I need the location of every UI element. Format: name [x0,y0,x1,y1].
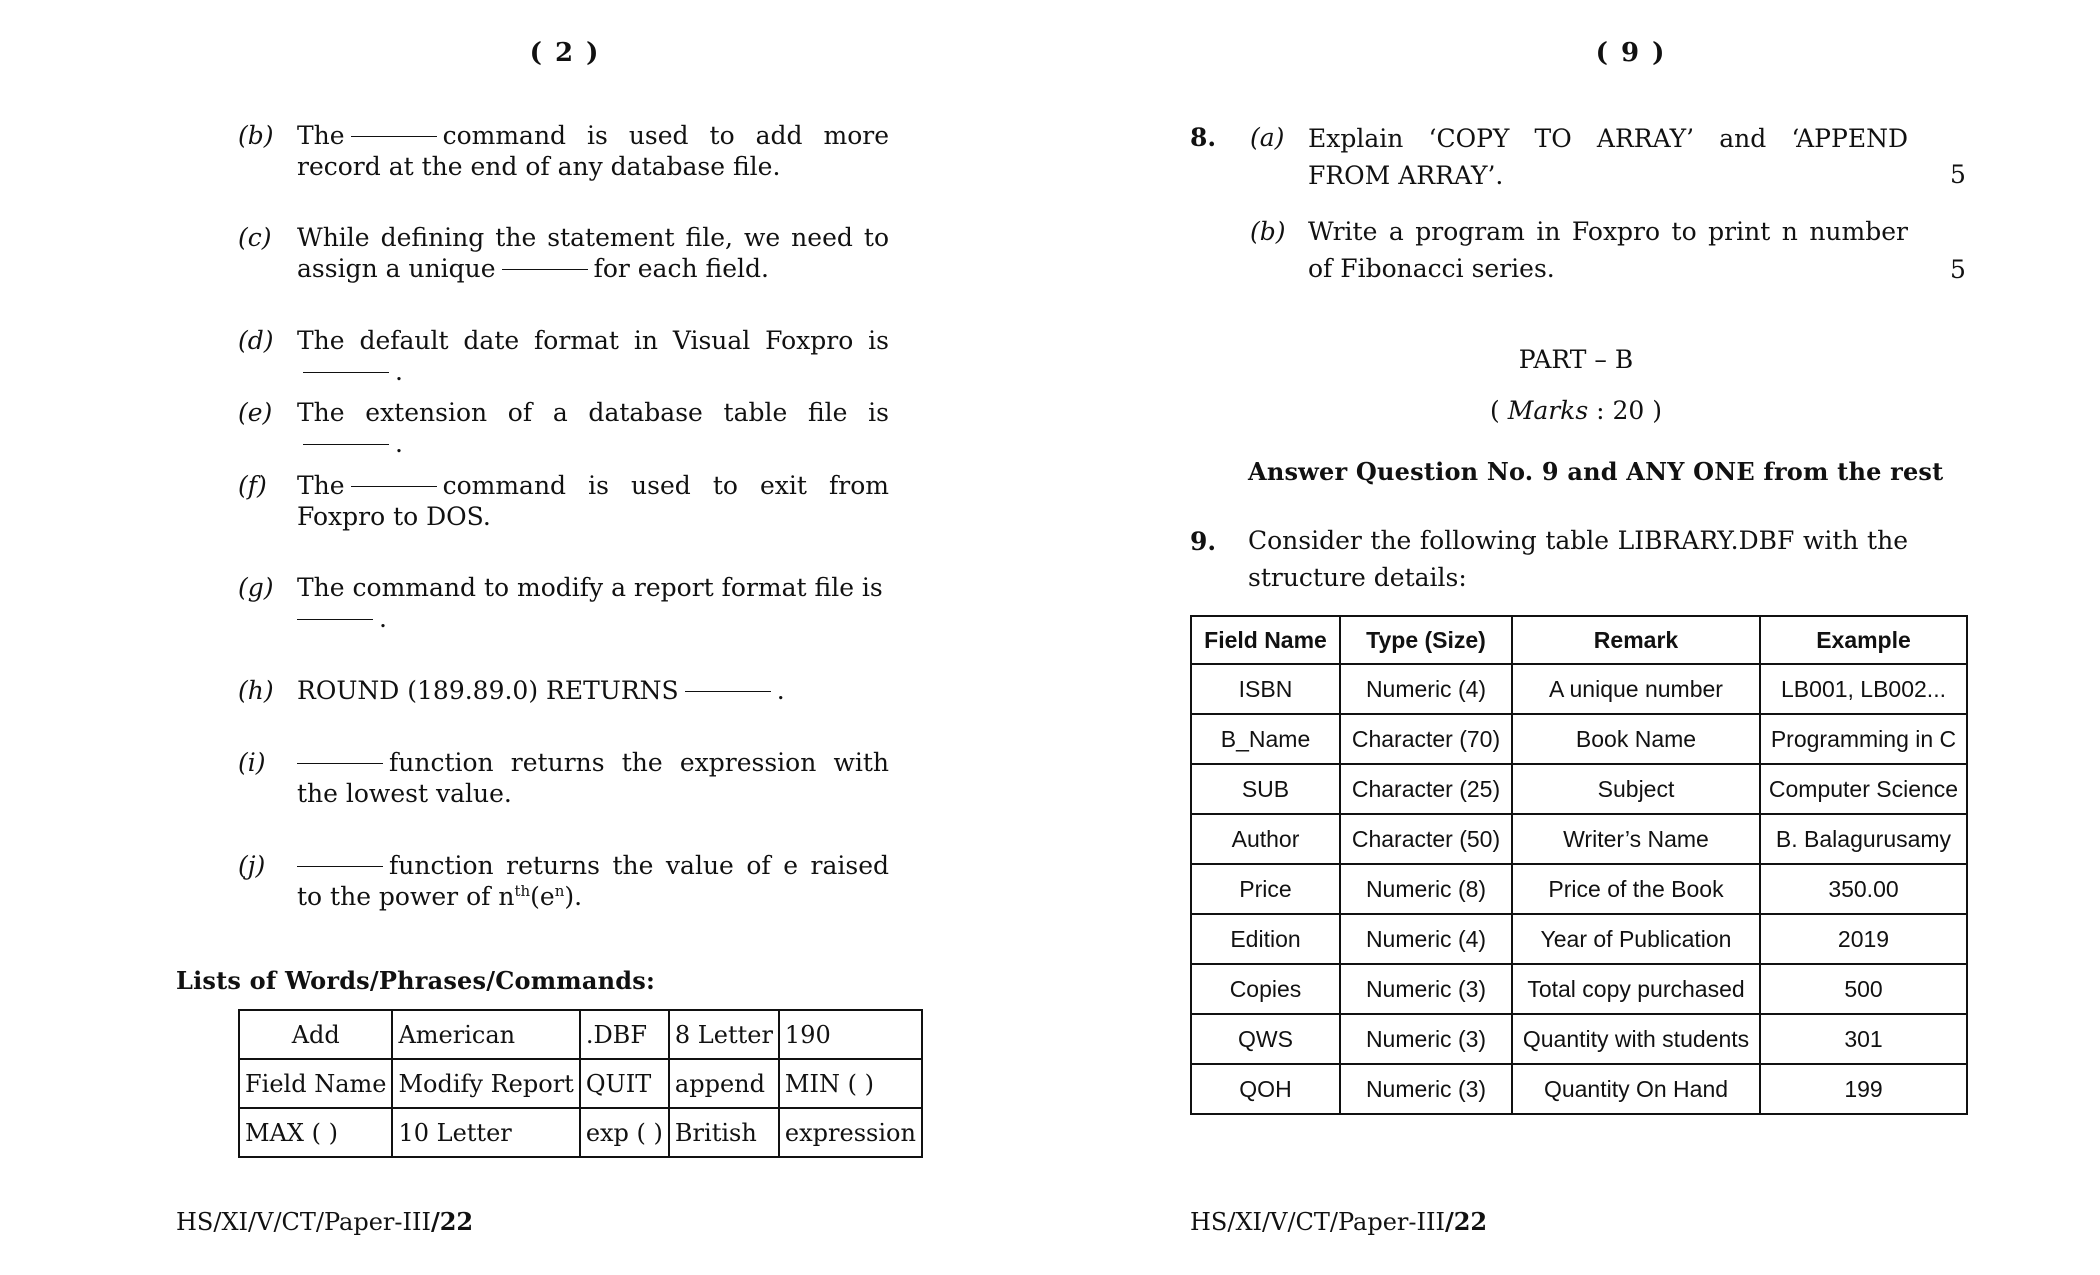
question-label: (j) [238,851,266,880]
table-body [1191,664,1967,1114]
table-cell: 10 Letter [392,1108,579,1157]
library-table [1190,615,1968,1115]
fill-blank [297,763,383,764]
question-8b-text: Write a program in Foxpro to print n number of Fibonacci series. [1308,217,1908,283]
table-cell: 190 [779,1010,922,1059]
table-row [239,1010,922,1059]
question-text: The [297,121,345,150]
table-cell: SUB [1191,764,1340,814]
marks-value: 5 [1950,160,1966,189]
table-cell: Computer Science [1760,764,1967,814]
question-number: 8. [1190,123,1217,152]
table-cell: QWS [1191,1014,1340,1064]
question-text: ). [564,882,583,911]
table-cell: 2019 [1760,914,1967,964]
question-8a-text: Explain ‘COPY TO ARRAY’ and ‘APPEND FROM ARRAY’. [1308,124,1908,190]
table-cell: MAX ( ) [239,1108,392,1157]
fill-blank [685,691,771,692]
question-label: (c) [238,223,272,252]
table-cell: Subject [1512,764,1760,814]
question-label: (f) [238,471,267,500]
table-cell: exp ( ) [580,1108,669,1157]
table-cell: Year of Publication [1512,914,1760,964]
table-row [1191,1014,1967,1064]
table-cell: B_Name [1191,714,1340,764]
table-cell: append [669,1059,779,1108]
table-row [239,1108,922,1157]
table-cell: ISBN [1191,664,1340,714]
table-cell: Total copy purchased [1512,964,1760,1014]
page-footer [1190,1207,1487,1236]
question-text: The extension of a database table file is [297,398,889,427]
question-text: for each field. [593,254,769,283]
question-text: (e [530,882,555,911]
table-cell: .DBF [580,1010,669,1059]
fill-blank [351,486,437,487]
table-cell: Add [239,1010,392,1059]
table-cell: Quantity On Hand [1512,1064,1760,1114]
column-header: Remark [1512,616,1760,664]
table-cell: British [669,1108,779,1157]
question-text: The default date format in Visual Foxpro is [297,326,889,355]
table-row [1191,714,1967,764]
table-cell: Author [1191,814,1340,864]
question-label: (b) [1250,217,1286,246]
table-header-row [1191,616,1967,664]
table-cell: 8 Letter [669,1010,779,1059]
table-cell: QOH [1191,1064,1340,1114]
question-number: 9. [1190,527,1217,556]
table-row [1191,864,1967,914]
table-cell: 500 [1760,964,1967,1014]
table-cell: 350.00 [1760,864,1967,914]
table-cell: Numeric (4) [1340,914,1512,964]
table-row [1191,664,1967,714]
question-text: command is used to add more record at the end of any database file. [297,121,889,181]
question-text: . [379,604,387,633]
table-cell: Writer’s Name [1512,814,1760,864]
column-header: Field Name [1191,616,1340,664]
column-header: Example [1760,616,1967,664]
fill-blank [502,269,588,270]
table-cell: Price [1191,864,1340,914]
table-cell: Field Name [239,1059,392,1108]
table-cell: 301 [1760,1014,1967,1064]
table-cell: Modify Report [392,1059,579,1108]
question-label: (h) [238,676,274,705]
question-text: The command to modify a report format file is [297,573,883,602]
table-cell: Numeric (8) [1340,864,1512,914]
table-cell: Programming in C [1760,714,1967,764]
question-text: While defining the statement file, we need to assign a unique [297,223,889,283]
question-text: . [776,676,785,705]
table-cell: Edition [1191,914,1340,964]
question-label: (b) [238,121,274,150]
question-label: (d) [238,326,274,355]
table-row [1191,1064,1967,1114]
fill-blank [303,372,389,373]
table-row [1191,964,1967,1014]
table-cell: Character (70) [1340,714,1512,764]
table-row [1191,914,1967,964]
fill-blank [351,136,437,137]
marks-open: ( [1490,396,1508,425]
question-text: . [395,429,403,458]
question-text: . [395,357,403,386]
footer-number: /22 [1444,1207,1488,1236]
question-label: (i) [238,748,266,777]
table-cell: B. Balagurusamy [1760,814,1967,864]
table-cell: Numeric (4) [1340,664,1512,714]
table-cell: LB001, LB002... [1760,664,1967,714]
table-cell: A unique number [1512,664,1760,714]
question-text: The [297,471,345,500]
column-header: Type (Size) [1340,616,1512,664]
footer-code: HS/XI/V/CT/Paper-III [176,1208,431,1236]
table-cell: Character (25) [1340,764,1512,814]
words-heading: Lists of Words/Phrases/Commands: [176,966,656,995]
question-label: (g) [238,573,274,602]
table-row [1191,814,1967,864]
table-cell: Numeric (3) [1340,1064,1512,1114]
question-text: function returns the value of e raised to the power of n [297,851,889,911]
marks-value: 5 [1950,255,1966,284]
table-cell: 199 [1760,1064,1967,1114]
question-text: command is used to exit from Foxpro to DOS. [297,471,889,531]
page-number: ( 2 ) [529,38,601,68]
table-cell: Price of the Book [1512,864,1760,914]
table-cell: American [392,1010,579,1059]
footer-code: HS/XI/V/CT/Paper-III [1190,1208,1445,1236]
footer-number: /22 [430,1207,474,1236]
question-label: (e) [238,398,273,427]
table-cell: Book Name [1512,714,1760,764]
question-text: ROUND (189.89.0) RETURNS [297,676,679,705]
table-row [239,1059,922,1108]
part-title: PART – B [1518,345,1634,374]
table-cell: expression [779,1108,922,1157]
marks-line [1276,396,1876,425]
table-cell: Quantity with students [1512,1014,1760,1064]
marks-total: : 20 ) [1588,396,1662,425]
question-label: (a) [1250,123,1285,152]
superscript: n [554,882,565,900]
marks-label: Marks [1507,396,1589,425]
question-text: function returns the expression with the lowest value. [297,748,889,808]
table-cell: QUIT [580,1059,669,1108]
table-cell: Copies [1191,964,1340,1014]
table-cell: Character (50) [1340,814,1512,864]
question-9-text: Consider the following table LIBRARY.DBF with the structure details: [1248,526,1908,592]
table-cell: Numeric (3) [1340,964,1512,1014]
table-cell: MIN ( ) [779,1059,922,1108]
fill-blank [297,619,373,620]
page-footer [176,1207,473,1236]
fill-blank [297,866,383,867]
fill-blank [303,444,389,445]
table-cell: Numeric (3) [1340,1014,1512,1064]
table-row [1191,764,1967,814]
words-table [238,1009,923,1158]
superscript: th [514,882,531,900]
instruction: Answer Question No. 9 and ANY ONE from the rest [1248,457,1944,486]
page-number: ( 9 ) [1595,38,1667,68]
